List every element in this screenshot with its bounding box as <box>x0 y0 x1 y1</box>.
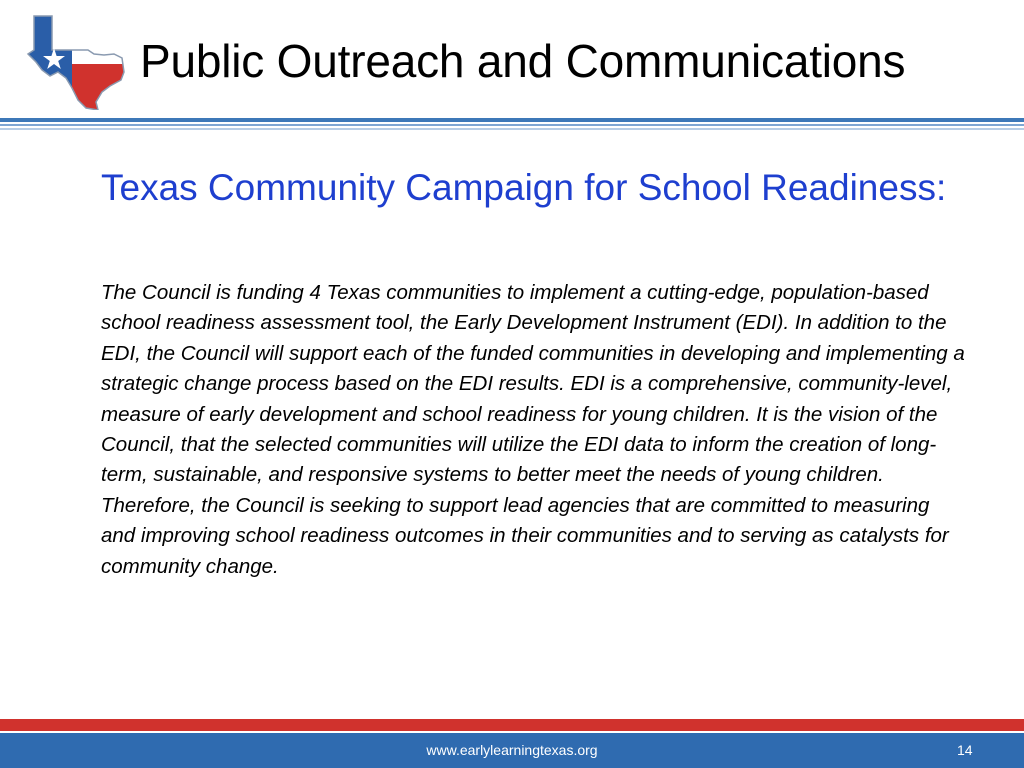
body-paragraph: The Council is funding 4 Texas communities to implement a cutting-edge, population-based school readiness assessment tool, the Early Development Instrument (EDI). In addition to the EDI, the Council will support each of the funded communities in developing and implementing a strategic change process based on the EDI results. EDI is a comprehensive, community-level, measure of early development and school readiness for young children. It is the vision of the Council, that the selected communities will utilize the EDI data to inform the creation of long-term, sustainable, and responsive systems to better meet the needs of young children. Therefore, the Council is seeking to support lead agencies that are committed to measuring and improving school readiness outcomes in their communities and to serving as catalysts for community change. <box>101 281 965 578</box>
header-rule-tertiary <box>0 128 1024 130</box>
page-number: 14 <box>957 742 973 758</box>
footer-red-band <box>0 719 1024 731</box>
footer-url: www.earlylearningtexas.org <box>426 742 598 758</box>
header-rule-secondary <box>0 124 1024 126</box>
section-heading: Texas Community Campaign for School Readiness: <box>101 167 947 208</box>
header-rule <box>0 118 1024 122</box>
slide-title: Public Outreach and Communications <box>140 35 906 87</box>
texas-flag-logo-icon <box>24 14 126 110</box>
